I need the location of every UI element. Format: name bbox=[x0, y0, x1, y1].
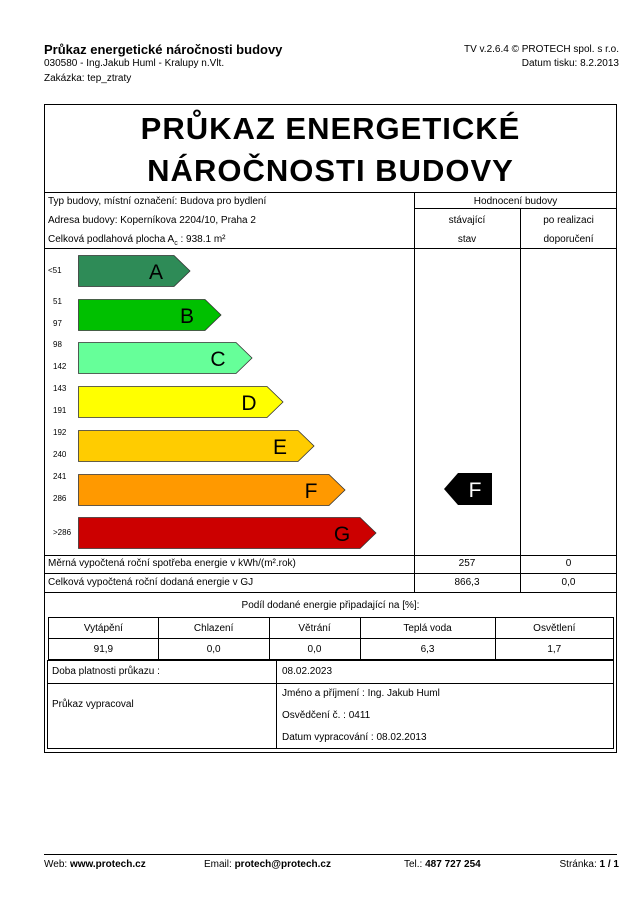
footer-tel: Tel.: 487 727 254 bbox=[404, 859, 481, 870]
current-class-marker bbox=[444, 473, 492, 505]
specific-energy-after: 0 bbox=[565, 558, 572, 569]
divider bbox=[47, 683, 614, 684]
shares-value: 6,3 bbox=[360, 639, 495, 660]
energy-class-letter: E bbox=[272, 436, 288, 459]
current-state-label-1: stávající bbox=[448, 215, 486, 226]
validity-label: Doba platnosti průkazu : bbox=[52, 666, 160, 677]
shares-value: 0,0 bbox=[269, 639, 360, 660]
energy-class-range-high: 240 bbox=[53, 450, 67, 459]
total-energy-after: 0,0 bbox=[561, 577, 576, 588]
energy-class-range-low: 98 bbox=[53, 340, 62, 349]
prepared-name: Jméno a příjmení : Ing. Jakub Huml bbox=[282, 688, 440, 699]
divider bbox=[276, 660, 277, 749]
shares-header: Chlazení bbox=[158, 618, 269, 639]
divider bbox=[414, 208, 617, 209]
validity-value: 08.02.2023 bbox=[282, 666, 333, 677]
header-print-date: Datum tisku: 8.2.2013 bbox=[521, 58, 619, 69]
shares-title: Podíl dodané energie připadající na [%]: bbox=[241, 600, 420, 611]
energy-class-range-low: 241 bbox=[53, 472, 67, 481]
shares-header: Větrání bbox=[269, 618, 360, 639]
after-label-2: doporučení bbox=[543, 234, 594, 245]
energy-class-letter: B bbox=[179, 305, 195, 328]
certificate-title-line2: NÁROČNOSTI BUDOVY bbox=[147, 153, 514, 188]
shares-header-row bbox=[49, 618, 614, 639]
divider bbox=[44, 592, 617, 593]
certificate-title bbox=[44, 108, 617, 192]
specific-energy-current: 257 bbox=[458, 558, 476, 569]
building-type: Typ budovy, místní označení: Budova pro bydlení bbox=[48, 196, 267, 207]
current-state-label-2: stav bbox=[457, 234, 477, 245]
rating-header: Hodnocení budovy bbox=[473, 196, 558, 207]
footer-page: Stránka: 1 / 1 bbox=[559, 859, 619, 870]
energy-class-range-low: <51 bbox=[48, 266, 62, 275]
header-version: TV v.2.6.4 © PROTECH spol. s r.o. bbox=[463, 44, 619, 55]
energy-class-arrow-a bbox=[78, 255, 192, 289]
specific-energy-label: Měrná vypočtená roční spotřeba energie v kWh/(m².rok) bbox=[48, 558, 296, 569]
prepared-by-label: Průkaz vypracoval bbox=[52, 699, 134, 710]
shares-table bbox=[48, 617, 614, 660]
energy-class-letter: C bbox=[210, 348, 226, 371]
shares-value: 0,0 bbox=[158, 639, 269, 660]
energy-class-arrow-c bbox=[78, 342, 254, 376]
header-author: 030580 - Ing.Jakub Huml - Kralupy n.Vlt. bbox=[44, 58, 225, 69]
energy-class-range-low: 192 bbox=[53, 428, 67, 437]
shares-header: Vytápění bbox=[49, 618, 159, 639]
divider bbox=[44, 555, 617, 556]
divider bbox=[414, 192, 415, 592]
after-label-1: po realizaci bbox=[543, 215, 594, 226]
total-energy-label: Celková vypočtená roční dodaná energie v GJ bbox=[48, 577, 254, 588]
divider bbox=[44, 573, 617, 574]
certificate-title-line1: PRŮKAZ ENERGETICKÉ bbox=[140, 111, 521, 146]
divider bbox=[44, 248, 617, 249]
energy-class-arrow-f bbox=[78, 474, 347, 508]
footer-email: Email: protech@protech.cz bbox=[204, 859, 331, 870]
prepared-date: Datum vypracování : 08.02.2013 bbox=[282, 732, 427, 743]
footer-divider bbox=[44, 854, 617, 855]
energy-class-letter: A bbox=[148, 261, 164, 284]
energy-class-range-high: 97 bbox=[53, 319, 62, 328]
energy-class-range-high: 191 bbox=[53, 406, 67, 415]
header-title: Průkaz energetické náročnosti budovy bbox=[44, 42, 283, 57]
current-class-letter: F bbox=[468, 479, 482, 502]
shares-header: Teplá voda bbox=[360, 618, 495, 639]
energy-class-range-low: >286 bbox=[53, 528, 72, 537]
divider bbox=[520, 208, 521, 592]
energy-class-arrow-b bbox=[78, 299, 223, 333]
footer-web: Web: www.protech.cz bbox=[44, 859, 146, 870]
energy-class-range-low: 143 bbox=[53, 384, 67, 393]
header-order: Zakázka: tep_ztraty bbox=[44, 73, 132, 84]
total-energy-current: 866,3 bbox=[454, 577, 480, 588]
energy-class-range-high: 286 bbox=[53, 494, 67, 503]
energy-class-range-high: 142 bbox=[53, 362, 67, 371]
shares-value: 1,7 bbox=[495, 639, 613, 660]
footer-web-link[interactable]: www.protech.cz bbox=[69, 859, 146, 870]
prepared-cert: Osvědčení č. : 0411 bbox=[282, 710, 371, 721]
energy-class-arrow-d bbox=[78, 386, 285, 420]
energy-class-arrow-e bbox=[78, 430, 316, 464]
energy-class-letter: F bbox=[304, 480, 318, 503]
floor-area: Celková podlahová plocha $A_c$ : 938.1 m² bbox=[48, 234, 226, 247]
shares-value-row bbox=[49, 639, 614, 660]
shares-value: 91,9 bbox=[49, 639, 159, 660]
divider bbox=[44, 192, 617, 193]
footer-email-link[interactable]: protech@protech.cz bbox=[234, 859, 331, 870]
shares-header: Osvětlení bbox=[495, 618, 613, 639]
energy-class-arrow-g bbox=[78, 517, 378, 551]
energy-class-range-low: 51 bbox=[53, 297, 62, 306]
energy-class-letter: D bbox=[241, 392, 257, 415]
energy-class-letter: G bbox=[333, 523, 351, 546]
building-address: Adresa budovy: Koperníkova 2204/10, Praha 2 bbox=[48, 215, 256, 226]
